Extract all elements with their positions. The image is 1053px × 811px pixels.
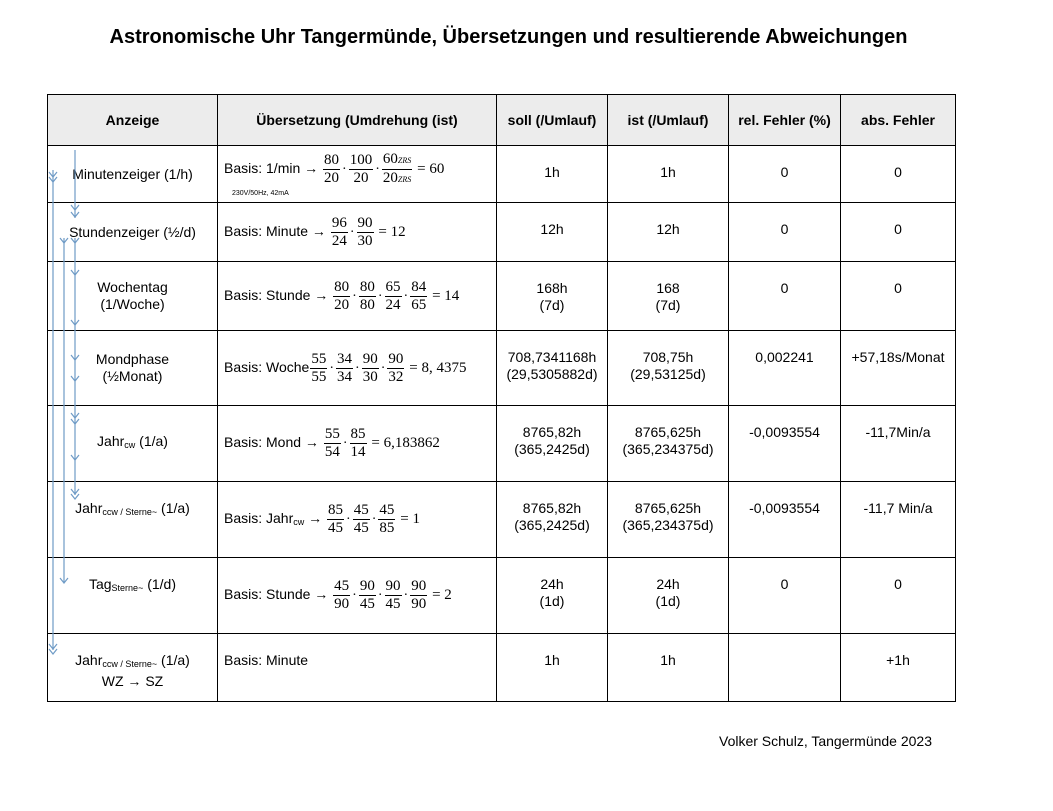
fraction: $\frac{80}{20}$ — [334, 278, 350, 313]
fraction: $\frac{45}{90}$ — [334, 578, 350, 612]
uebersetzung-cell — [218, 634, 497, 702]
result-value: = 1 — [400, 511, 420, 528]
fraction: $\frac{45}{45}$ — [353, 502, 369, 536]
ist-cell: 1h — [608, 146, 729, 203]
uebersetzung-cell: Basis: 1/min → $\frac{80}{20}$ · $\frac{100}{20}$ · $\frac{\text{60ZRS}}{\text{20ZRS}}$ = 60 230V/50Hz, 42mA — [218, 146, 497, 203]
rel-fehler-cell: -0,0093554 — [729, 482, 841, 558]
power-note: 230V/50Hz, 42mA — [232, 190, 289, 197]
fraction: $\frac{55}{55}$ — [311, 350, 327, 385]
abs-fehler-cell: -11,7 Min/a — [841, 482, 956, 558]
anzeige-cell: Jahr$_{ccw / Sterne\sim}$ (1/a) WZ → SZ — [48, 634, 218, 702]
result-value: = 14 — [432, 287, 460, 304]
rel-fehler-cell: 0 — [729, 558, 841, 634]
header-abs-fehler: abs. Fehler — [841, 95, 956, 146]
basis-label: Basis: Jahr — [224, 510, 294, 527]
basis-label: Basis: Woche — [224, 358, 310, 375]
soll-cell: 12h — [497, 203, 608, 262]
abs-fehler-cell: 0 — [841, 203, 956, 262]
fraction: $\frac{34}{34}$ — [337, 350, 353, 385]
footer-credit: Volker Schulz, Tangermünde 2023 — [719, 733, 932, 749]
rel-fehler-cell: 0 — [729, 262, 841, 331]
rel-fehler-cell — [729, 634, 841, 702]
ist-cell: 168 (7d) — [608, 262, 729, 331]
table-row — [48, 634, 956, 702]
anzeige-label: Wochentag — [97, 279, 168, 295]
table-row — [48, 558, 956, 634]
fraction: $\frac{65}{24}$ — [385, 278, 401, 313]
fraction: $\frac{84}{65}$ — [411, 278, 427, 313]
fraction: $\frac{100}{20}$ — [349, 152, 373, 186]
anzeige-label: Jahr — [75, 652, 103, 668]
abs-fehler-cell: +57,18s/Monat — [841, 331, 956, 406]
fraction: $\frac{90}{30}$ — [362, 350, 378, 385]
ist-cell: 24h (1d) — [608, 558, 729, 634]
fraction: $\frac{90}{90}$ — [411, 578, 427, 612]
anzeige-label: Jahr — [75, 500, 103, 516]
table-row — [48, 262, 956, 331]
basis-label: Basis: Stunde → — [224, 286, 329, 303]
header-soll: soll (/Umlauf) — [497, 95, 608, 146]
abs-fehler-cell: -11,7Min/a — [841, 406, 956, 482]
uebersetzung-cell: Basis: Stunde → $\frac{45}{90}$ · $\frac{90}{45}$ · $\frac{90}{45}$ · $\frac{90}{90}$ = 2 — [218, 558, 497, 634]
soll-cell: 1h — [497, 146, 608, 203]
gear-table — [47, 94, 956, 702]
table-row — [48, 331, 956, 406]
fraction: $\frac{85}{14}$ — [350, 426, 366, 460]
anzeige-label-line2: WZ → SZ — [101, 673, 164, 689]
uebersetzung-cell: Basis: Woche $\frac{55}{55}$ · $\frac{34}{34}$ · $\frac{90}{30}$ · $\frac{90}{32}$ = 8, 4375 — [218, 331, 497, 406]
table-row — [48, 203, 956, 262]
result-value: = 12 — [378, 223, 406, 240]
anzeige-label: Tag — [88, 576, 112, 592]
table-row — [48, 406, 956, 482]
fraction: $\frac{80}{20}$ — [324, 152, 340, 186]
anzeige-cell: Jahr$_{ccw / Sterne\sim}$ (1/a) — [48, 482, 218, 558]
basis-label: Basis: Stunde → — [224, 586, 329, 603]
fraction: $\frac{90}{30}$ — [357, 214, 373, 249]
anzeige-label: Jahr — [97, 433, 125, 449]
uebersetzung-cell: Basis: Jahr$_{cw}$ → $\frac{85}{45}$ · $\frac{45}{45}$ · $\frac{45}{85}$ = 1 — [218, 482, 497, 558]
fraction: $\frac{\text{60ZRS}}{\text{20ZRS}}$ — [382, 151, 412, 186]
uebersetzung-cell: Basis: Minute → $\frac{96}{24}$ · $\frac{90}{30}$ = 12 — [218, 203, 497, 262]
anzeige-cell: Jahr$_{cw}$ (1/a) — [48, 406, 218, 482]
ist-cell: 8765,625h (365,234375d) — [608, 406, 729, 482]
rel-fehler-cell: 0,002241 — [729, 331, 841, 406]
header-row — [48, 95, 956, 146]
header-anzeige: Anzeige — [48, 95, 218, 146]
anzeige-label-line2: (½Monat) — [102, 368, 163, 384]
ist-cell: 1h — [608, 634, 729, 702]
result-value: = 60 — [417, 161, 445, 178]
ist-cell: 708,75h (29,53125d) — [608, 331, 729, 406]
fraction: $\frac{90}{45}$ — [385, 578, 401, 612]
anzeige-cell — [48, 146, 218, 203]
basis-label: Basis: 1/min → — [224, 160, 319, 177]
abs-fehler-cell: 0 — [841, 558, 956, 634]
basis-label: Basis: Minute — [224, 652, 309, 668]
soll-cell: 708,7341168h (29,5305882d) — [497, 331, 608, 406]
anzeige-label: Stundenzeiger (½/d) — [69, 223, 196, 240]
fraction: $\frac{96}{24}$ — [331, 214, 347, 249]
abs-fehler-cell: 0 — [841, 262, 956, 331]
anzeige-cell: Tag$_{Sterne\sim}$ (1/d) — [48, 558, 218, 634]
table-row — [48, 146, 956, 203]
fraction: $\frac{85}{45}$ — [328, 502, 344, 536]
abs-fehler-cell: +1h — [841, 634, 956, 702]
anzeige-cell — [48, 262, 218, 331]
rel-fehler-cell: 0 — [729, 203, 841, 262]
anzeige-cell — [48, 203, 218, 262]
anzeige-label: Mondphase — [95, 351, 170, 367]
header-rel-fehler: rel. Fehler (%) — [729, 95, 841, 146]
soll-cell: 8765,82h (365,2425d) — [497, 482, 608, 558]
uebersetzung-cell: Basis: Stunde → $\frac{80}{20}$ · $\frac{80}{80}$ · $\frac{65}{24}$ · $\frac{84}{65}$ = 14 — [218, 262, 497, 331]
page-title: Astronomische Uhr Tangermünde, Übersetzungen und resultierende Abweichungen — [109, 26, 908, 48]
fraction: $\frac{80}{80}$ — [359, 278, 375, 313]
soll-cell: 168h (7d) — [497, 262, 608, 331]
header-ist: ist (/Umlauf) — [608, 95, 729, 146]
table-row — [48, 482, 956, 558]
fraction: $\frac{90}{45}$ — [359, 578, 375, 612]
basis-label: Basis: Minute → — [224, 222, 326, 239]
fraction: $\frac{90}{32}$ — [388, 350, 404, 385]
soll-cell: 8765,82h (365,2425d) — [497, 406, 608, 482]
fraction: $\frac{55}{54}$ — [324, 426, 340, 460]
soll-cell: 1h — [497, 634, 608, 702]
abs-fehler-cell: 0 — [841, 146, 956, 203]
uebersetzung-cell: Basis: Mond → $\frac{55}{54}$ · $\frac{85}{14}$ = 6,183862 — [218, 406, 497, 482]
ist-cell: 8765,625h (365,234375d) — [608, 482, 729, 558]
soll-cell: 24h (1d) — [497, 558, 608, 634]
anzeige-label-line2: (1/Woche) — [100, 296, 165, 312]
result-value: = 6,183862 — [371, 435, 440, 452]
result-value: = 8, 4375 — [409, 359, 467, 376]
fraction: $\frac{45}{85}$ — [379, 502, 395, 536]
ist-cell: 12h — [608, 203, 729, 262]
header-uebersetzung: Übersetzung (Umdrehung (ist) — [218, 95, 497, 146]
anzeige-cell — [48, 331, 218, 406]
anzeige-label: Minutenzeiger (1/h) — [72, 165, 193, 182]
basis-label: Basis: Mond → — [224, 434, 319, 451]
rel-fehler-cell: 0 — [729, 146, 841, 203]
rel-fehler-cell: -0,0093554 — [729, 406, 841, 482]
result-value: = 2 — [432, 587, 452, 604]
